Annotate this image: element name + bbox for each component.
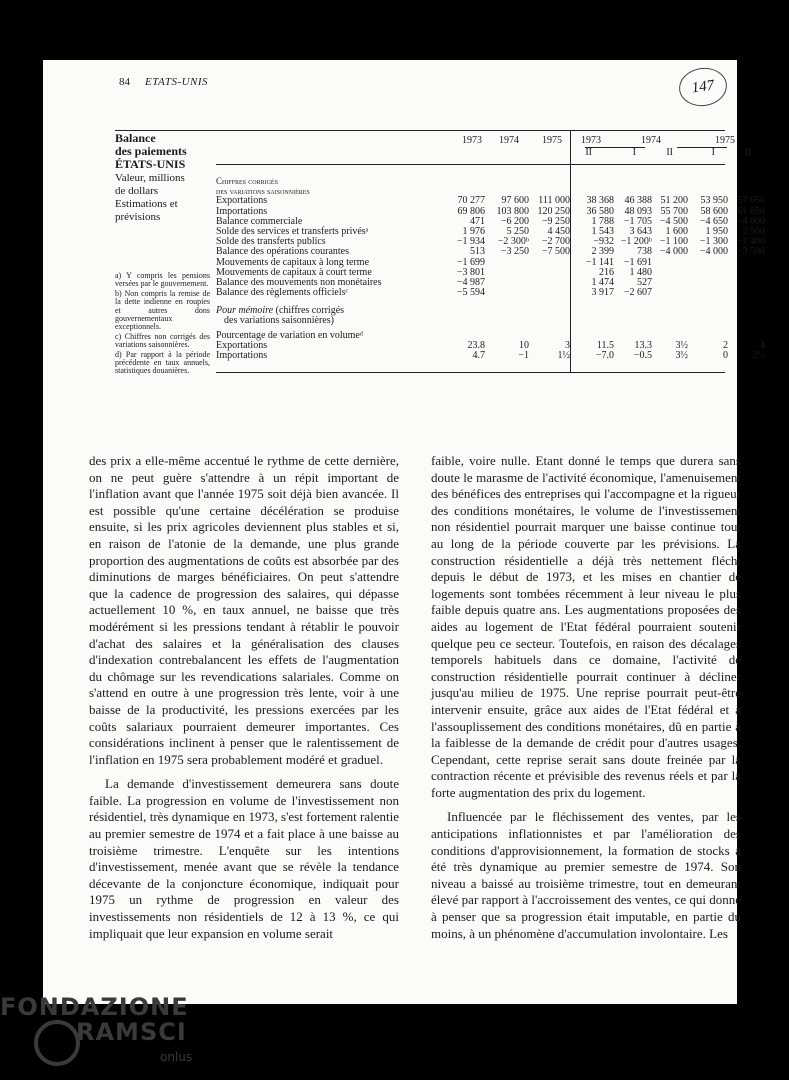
row-label: Mouvements de capitaux à court terme	[216, 266, 372, 278]
cell-value: −1 200ᵇ	[620, 236, 652, 248]
cell-value: 216	[599, 266, 614, 278]
footnote: a) Y compris les pensions versées par le gouvernement.	[115, 271, 210, 289]
cell-value: 3	[565, 339, 570, 351]
cell-value: −3 250	[500, 246, 529, 258]
section-label: des variations saisonnières	[216, 186, 310, 197]
col-half: II	[666, 147, 673, 158]
memo-title-rest: (chiffres corrigés	[273, 305, 345, 317]
watermark-line3: onlus	[160, 1050, 193, 1064]
cell-value: −1 300	[699, 236, 728, 248]
cell-value: 1½	[557, 350, 570, 361]
cell-value: 61 650	[737, 205, 765, 217]
cell-value: −1 699	[456, 256, 485, 268]
cell-value: −4 987	[456, 276, 485, 288]
archive-stamp: 147	[677, 65, 730, 109]
table-subtitle-line: Estimations et	[115, 198, 178, 210]
cell-value: 111 000	[538, 195, 570, 207]
table-title-line: Balance	[115, 131, 156, 145]
row-label: Balance des opérations courantes	[216, 246, 350, 258]
table-top-rule	[115, 130, 725, 131]
cell-value: −1 100	[659, 236, 688, 248]
table-body	[216, 176, 765, 361]
cell-value: −932	[593, 236, 614, 248]
pct-label: Pourcentage de variation en volumeᵈ	[216, 329, 363, 341]
cell-value: 51 200	[660, 195, 688, 207]
cell-value: 13.3	[634, 339, 652, 351]
cell-value: 57 050	[737, 195, 765, 207]
row-label: Balance des règlements officielsᶜ	[216, 287, 349, 299]
col-year: 1974	[499, 135, 519, 146]
col-year: 1974	[641, 135, 661, 146]
col-half: II	[744, 147, 751, 158]
cell-value: 513	[470, 246, 485, 258]
cell-value: −7.0	[595, 350, 614, 361]
cell-value: 5 250	[506, 225, 529, 237]
cell-value: 11.5	[596, 339, 614, 351]
cell-value: 1 480	[629, 266, 652, 278]
row-label: Mouvements de capitaux à long terme	[216, 256, 370, 268]
cell-value: 48 093	[624, 205, 652, 217]
col-half: I	[711, 147, 715, 158]
cell-value: 97 600	[501, 195, 529, 207]
footnote: b) Non compris la remise de la dette indienne en roupies et autres dons gouvernementaux exceptionnels.	[115, 288, 210, 332]
cell-value: −2 607	[623, 287, 652, 299]
cell-value: −7 500	[541, 246, 570, 258]
row-label: Importations	[216, 350, 268, 361]
cell-value: −4 600	[736, 215, 765, 227]
year-underline	[585, 147, 645, 148]
running-title: ETATS-UNIS	[145, 76, 209, 88]
cell-value: 1 950	[705, 225, 728, 237]
paragraph: Influencée par le fléchissement des ventes, par les anticipations inflationnistes et par l'amélioration des conditions d'approvisionnement, la formation de stocks a été très dynamique au premier semestre de 1974. Son niveau a baissé au troisième trimestre, tout en demeurant élevé par rapport à l'accroissement des ventes, ce qui donne à penser que sa progression était imputable, en partie du moins, à un phénomène d'accumulation involontaire. Les	[431, 809, 741, 941]
cell-value: −3 801	[456, 266, 485, 278]
body-column-right	[431, 453, 741, 950]
cell-value: 0	[723, 350, 728, 361]
cell-value: −0.5	[633, 350, 652, 361]
document-page	[43, 60, 765, 1004]
memo-label-2: des variations saisonnières)	[224, 315, 334, 327]
cell-value: 70 277	[457, 195, 485, 207]
watermark-line2: RAMSCI	[76, 1018, 187, 1046]
cell-value: 2 500	[742, 225, 765, 237]
col-year: 1975	[715, 135, 735, 146]
cell-value: 1 976	[462, 225, 485, 237]
cell-value: −6 200	[500, 215, 529, 227]
cell-value: 471	[470, 215, 485, 227]
cell-value: 2	[723, 339, 728, 351]
watermark-g-icon	[34, 1020, 80, 1066]
cell-value: 3½	[675, 339, 688, 351]
row-label: Balance commerciale	[216, 215, 303, 227]
cell-value: 120 250	[537, 205, 570, 217]
table-bottom-rule	[216, 372, 725, 373]
cell-value: 1 474	[591, 276, 614, 288]
memo-title-italic: Pour mémoire	[216, 305, 274, 317]
paragraph: des prix a elle-même accentué le rythme de cette dernière, on ne peut guère s'attendre à un répit important de l'inflation avant que l'année 1975 soit déjà bien avancée. Il est possible qu'une certaine décélération se produise ensuite, si les prix agricoles deviennent plus stables et si, en raison de l'atonie de la demande, une plus grande proportion des augmentations de coûts est absorbée par des diminutions de marges bénéficiaires. On peut s'attendre que la cadence de progression des salaires, qui dépasse actuellement 10 %, en taux annuel, ne baisse que très modérément si les pressions tendant à rétablir le pouvoir d'achat des salaires et la généralisation des clauses d'indexation contrebalancent les effets de l'augmentation du chômage sur les revendications salariales. Comme on s'attend en outre à une progression très lente, voir à une baisse de la productivité, les pressions exercées par les coûts salariaux pourraient demeurer importantes. Ces considérations inclinent à penser que le ralentissement de l'inflation en 1975 sera probablement modéré et graduel.	[89, 453, 399, 767]
cell-value: 46 388	[624, 195, 652, 207]
table-title-line: des paiements	[115, 144, 187, 158]
cell-value: −1 705	[623, 215, 652, 227]
table-caption	[115, 132, 215, 223]
row-label: Exportations	[216, 195, 268, 207]
cell-value: 10	[519, 339, 529, 351]
row-label: Solde des services et transferts privésᵃ	[216, 225, 369, 237]
cell-value: −1 400	[736, 236, 765, 248]
cell-value: 58 600	[700, 205, 728, 217]
col-half: I	[632, 147, 636, 158]
table-title-line: ÉTATS-UNIS	[115, 157, 186, 171]
cell-value: 4 450	[547, 225, 570, 237]
footnote: c) Chiffres non corrigés des variations saisonnières.	[115, 331, 210, 350]
cell-value: 4.7	[472, 350, 485, 361]
cell-value: 1 543	[591, 225, 614, 237]
row-label: Exportations	[216, 339, 268, 351]
balance-of-payments-table	[115, 131, 765, 382]
body-column-left	[89, 453, 399, 950]
cell-value: 2½	[752, 350, 765, 361]
col-year: 1973	[581, 135, 601, 146]
table-row	[216, 288, 726, 298]
col-year: 1975	[542, 135, 562, 146]
cell-value: 4	[760, 339, 765, 351]
cell-value: 3 643	[629, 225, 652, 237]
section-label: Chiffres corrigés	[216, 176, 278, 186]
watermark-line1: FONDAZIONE	[0, 993, 189, 1021]
row-label: Solde des transferts publics	[216, 236, 326, 248]
cell-value: 1 788	[591, 215, 614, 227]
paragraph: La demande d'investissement demeurera sans doute faible. La progression en volume de l'investissement non résidentiel, très dynamique en 1973, s'est fortement ralentie au premier semestre de 1974 et a fait place à une baisse au troisième trimestre. L'enquête sur les intentions d'investissement, menée avant que se révèle la tendance décevante de la conjoncture économique, indiquait pour 1975 un rythme de progression en valeur des investissements non résidentiels de 12 à 13 %, ce qui impliquait que leur expansion en volume serait	[89, 776, 399, 941]
cell-value: −3 500	[736, 246, 765, 258]
cell-value: −5 594	[456, 287, 485, 299]
table-row	[216, 246, 765, 258]
cell-value: −1 691	[623, 256, 652, 268]
cell-value: 2 399	[591, 246, 614, 258]
cell-value: −9 250	[541, 215, 570, 227]
page-number: 84	[119, 76, 130, 88]
cell-value: 38 368	[586, 195, 614, 207]
cell-value: 527	[637, 276, 652, 288]
cell-value: 103 800	[496, 205, 529, 217]
cell-value: 53 950	[700, 195, 728, 207]
cell-value: 738	[637, 246, 652, 258]
col-half: II	[585, 147, 592, 158]
row-label: Balance des mouvements non monétaires	[216, 276, 382, 288]
table-footnotes	[115, 272, 210, 377]
cell-value: 69 806	[457, 205, 485, 217]
col-year: 1973	[462, 135, 482, 146]
cell-value: −4 650	[699, 215, 728, 227]
cell-value: 3 917	[591, 287, 614, 299]
cell-value: −1 934	[456, 236, 485, 248]
cell-value: 55 700	[660, 205, 688, 217]
cell-value: −1	[518, 350, 529, 361]
cell-value: 1 600	[665, 225, 688, 237]
table-subtitle-line: prévisions	[115, 211, 161, 223]
cell-value: −2 700	[541, 236, 570, 248]
table-subtitle-line: Valeur, millions	[115, 172, 185, 184]
table-row	[216, 350, 765, 361]
cell-value: −4 000	[659, 246, 688, 258]
paragraph: faible, voire nulle. Etant donné le temps que durera sans doute le marasme de l'activité économique, l'amenuisement des bénéfices des entreprises qui l'accompagne et la rigueur des conditions monétaires, le volume de l'investissement non résidentiel pourrait marquer une baisse continue tout au long de la période couverte par les prévisions. La construction résidentielle a déjà très nettement fléchi depuis le début de 1973, et les mises en chantier de logements sont tombées récemment à leur niveau le plus faible depuis quatre ans. Les augmentations proposées des aides au logement de l'Etat fédéral pourraient soutenir quelque peu ce secteur. Toutefois, en raison des décalages temporels habituels dans ce domaine, l'activité de construction résidentielle pourrait continuer à décliner jusqu'au milieu de 1975. Une reprise pourrait peut-être intervenir ensuite, grâce aux aides de l'Etat fédéral et à l'assouplissement des conditions monétaires, dû en partie à la faiblesse de la demande de crédit pour d'autres usages. Cependant, cette reprise serait sans doute freinée par la contraction récente et prévisible des revenus réels et par la forte augmentation des prix du logement.	[431, 453, 741, 800]
cell-value: −1 141	[585, 256, 614, 268]
row-label: Importations	[216, 205, 268, 217]
cell-value: −4 500	[659, 215, 688, 227]
header-rule	[216, 164, 725, 165]
cell-value: 3½	[675, 350, 688, 361]
table-subtitle-line: de dollars	[115, 185, 159, 197]
cell-value: 23.8	[467, 339, 485, 351]
cell-value: −4 000	[699, 246, 728, 258]
footnote: d) Par rapport à la période précédente en taux annuels, statistiques douanières.	[115, 349, 210, 376]
cell-value: 36 580	[586, 205, 614, 217]
year-underline	[677, 147, 727, 148]
cell-value: −2 300ᵇ	[497, 236, 529, 248]
